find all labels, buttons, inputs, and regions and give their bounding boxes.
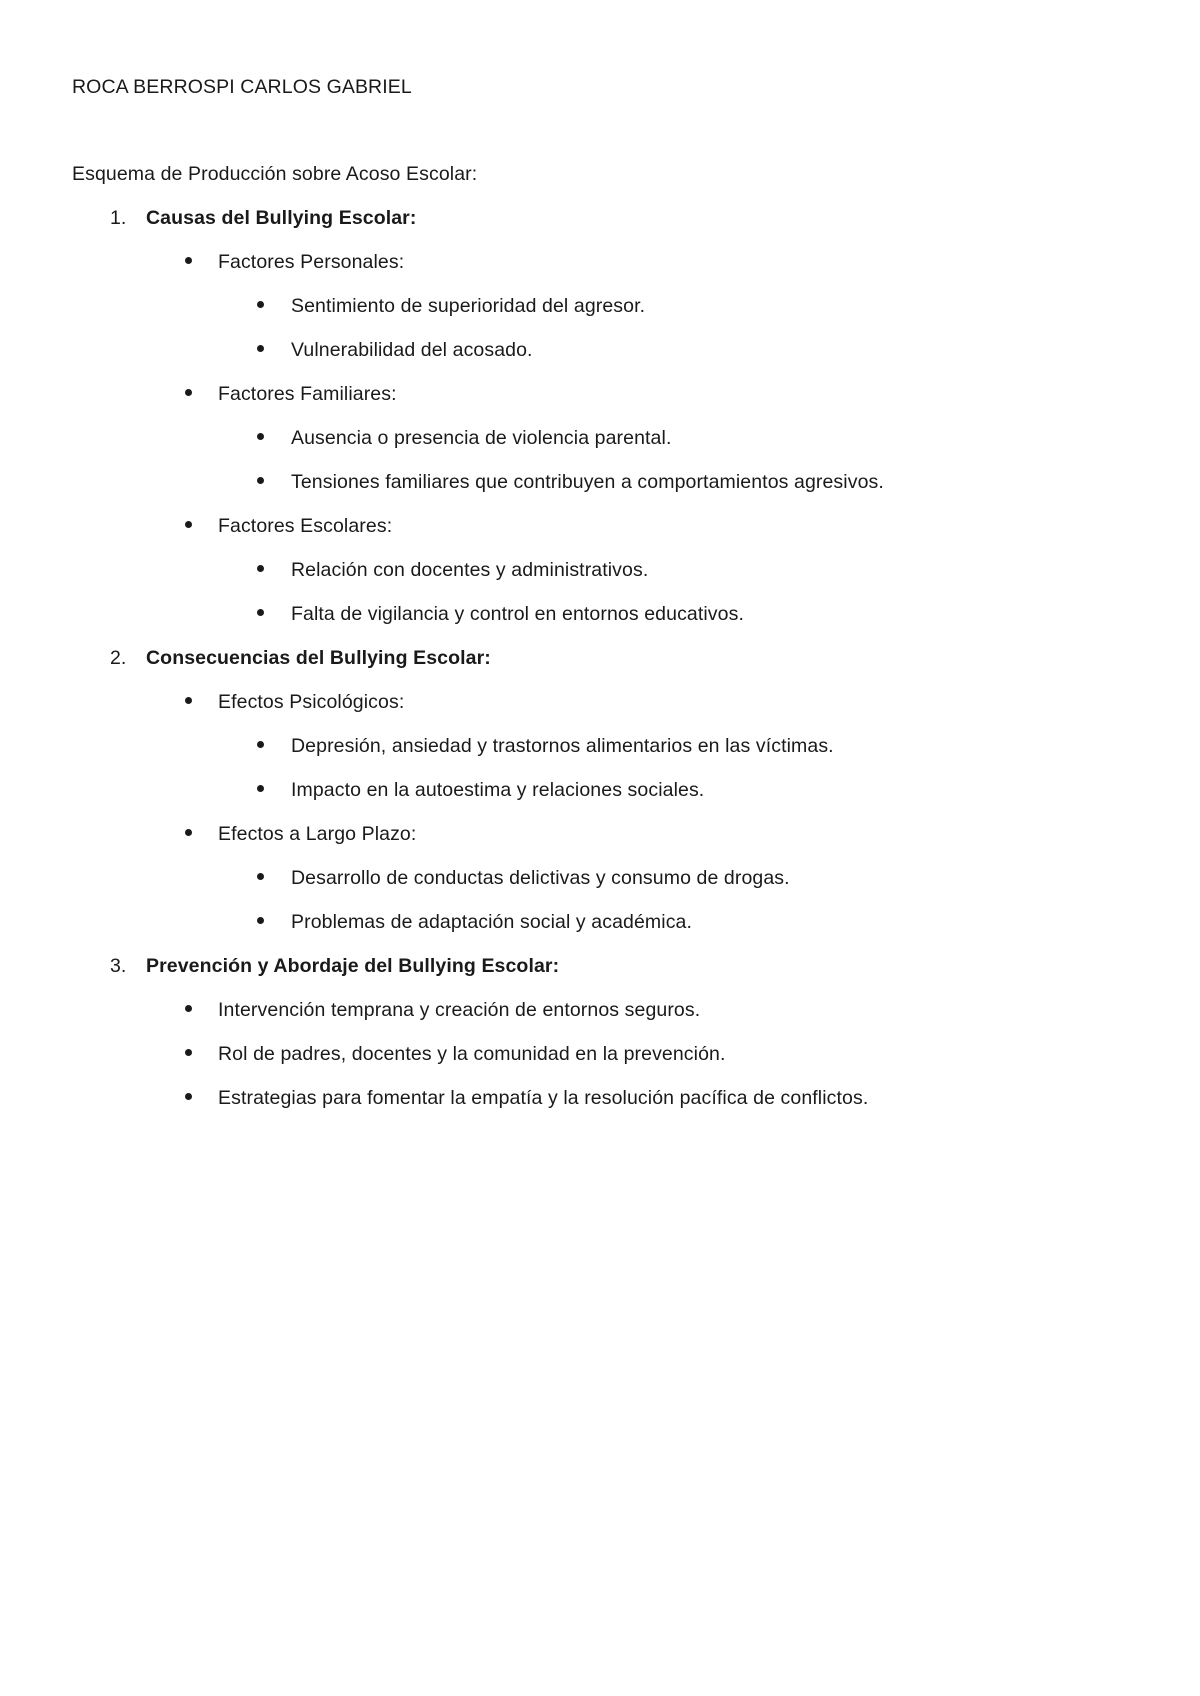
bullet-icon bbox=[185, 257, 192, 264]
section-number: 1. bbox=[110, 207, 127, 229]
bullet-icon bbox=[257, 477, 264, 484]
list-item: Efectos Psicológicos: bbox=[218, 691, 405, 713]
bullet-icon bbox=[185, 829, 192, 836]
sub-list-item: Falta de vigilancia y control en entornos educativos. bbox=[291, 603, 744, 625]
list-item: Efectos a Largo Plazo: bbox=[218, 823, 417, 845]
document-intro: Esquema de Producción sobre Acoso Escolar: bbox=[72, 163, 478, 185]
bullet-icon bbox=[185, 1093, 192, 1100]
section-title: Consecuencias del Bullying Escolar: bbox=[146, 647, 491, 669]
bullet-icon bbox=[257, 345, 264, 352]
bullet-icon bbox=[185, 1049, 192, 1056]
sub-list-item: Ausencia o presencia de violencia parental. bbox=[291, 427, 672, 449]
bullet-icon bbox=[257, 917, 264, 924]
section-number: 2. bbox=[110, 647, 127, 669]
author-name: ROCA BERROSPI CARLOS GABRIEL bbox=[72, 76, 412, 98]
sub-list-item: Sentimiento de superioridad del agresor. bbox=[291, 295, 646, 317]
bullet-icon bbox=[257, 785, 264, 792]
list-item: Factores Personales: bbox=[218, 251, 405, 273]
section-title: Causas del Bullying Escolar: bbox=[146, 207, 417, 229]
bullet-icon bbox=[257, 873, 264, 880]
list-item: Estrategias para fomentar la empatía y la resolución pacífica de conflictos. bbox=[218, 1087, 869, 1109]
bullet-icon bbox=[185, 1005, 192, 1012]
bullet-icon bbox=[257, 741, 264, 748]
list-item: Factores Familiares: bbox=[218, 383, 397, 405]
bullet-icon bbox=[185, 521, 192, 528]
bullet-icon bbox=[185, 389, 192, 396]
bullet-icon bbox=[257, 433, 264, 440]
section-number: 3. bbox=[110, 955, 127, 977]
sub-list-item: Tensiones familiares que contribuyen a comportamientos agresivos. bbox=[291, 471, 884, 493]
list-item: Factores Escolares: bbox=[218, 515, 393, 537]
sub-list-item: Depresión, ansiedad y trastornos alimentarios en las víctimas. bbox=[291, 735, 834, 757]
sub-list-item: Problemas de adaptación social y académica. bbox=[291, 911, 693, 933]
sub-list-item: Relación con docentes y administrativos. bbox=[291, 559, 649, 581]
bullet-icon bbox=[257, 565, 264, 572]
sub-list-item: Impacto en la autoestima y relaciones sociales. bbox=[291, 779, 705, 801]
bullet-icon bbox=[185, 697, 192, 704]
bullet-icon bbox=[257, 609, 264, 616]
section-title: Prevención y Abordaje del Bullying Escolar: bbox=[146, 955, 560, 977]
list-item: Rol de padres, docentes y la comunidad en la prevención. bbox=[218, 1043, 726, 1065]
list-item: Intervención temprana y creación de entornos seguros. bbox=[218, 999, 701, 1021]
bullet-icon bbox=[257, 301, 264, 308]
sub-list-item: Desarrollo de conductas delictivas y consumo de drogas. bbox=[291, 867, 790, 889]
sub-list-item: Vulnerabilidad del acosado. bbox=[291, 339, 533, 361]
